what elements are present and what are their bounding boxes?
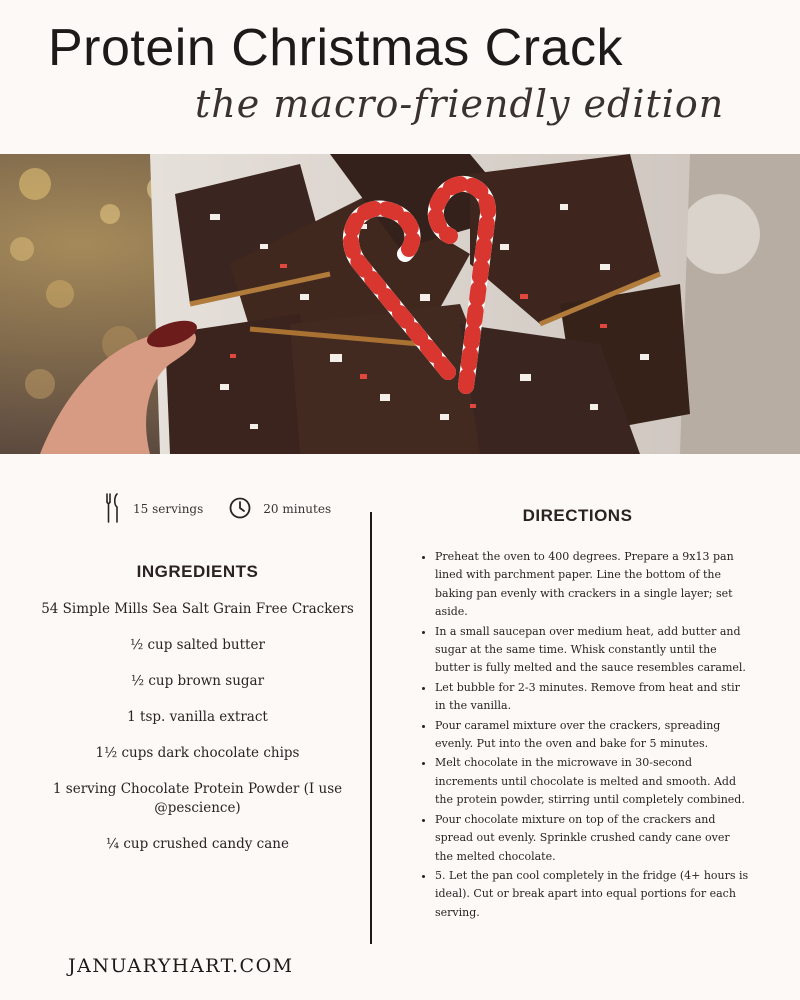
recipe-photo: [0, 154, 800, 454]
direction-step: • Let bubble for 2-3 minutes. Remove from heat and stir in the vanilla.: [435, 679, 750, 716]
website-url: JANUARYHART.COM: [68, 955, 294, 977]
ingredient-item: ½ cup brown sugar: [130, 673, 265, 689]
directions-heading: DIRECTIONS: [522, 506, 633, 525]
recipe-subtitle: the macro-friendly edition: [195, 82, 725, 126]
clock-icon: [229, 497, 251, 522]
ingredients-list: [30, 600, 365, 854]
direction-step: • Pour chocolate mixture on top of the crackers and spread out evenly. Sprinkle crushed candy cane over the melted chocolate.: [435, 811, 750, 866]
column-divider: [370, 512, 372, 944]
directions-section: [405, 506, 750, 923]
ingredients-section: [30, 562, 365, 871]
servings-text: 15 servings: [133, 502, 204, 516]
ingredient-item: ½ cup salted butter: [130, 637, 265, 653]
servings-info: [105, 493, 203, 526]
direction-step: • In a small saucepan over medium heat, add butter and sugar at the same time. Whisk constantly until the butter is fully melted and the sauce resembles caramel.: [435, 623, 750, 678]
recipe-meta: [105, 492, 331, 526]
time-info: [229, 497, 331, 522]
ingredient-item: 1 tsp. vanilla extract: [127, 709, 268, 725]
ingredient-item: ¼ cup crushed candy cane: [106, 836, 289, 852]
ingredient-item: 1½ cups dark chocolate chips: [95, 745, 300, 761]
recipe-title: Protein Christmas Crack: [48, 19, 623, 77]
time-text: 20 minutes: [263, 502, 332, 516]
ingredient-item: 1 serving Chocolate Protein Powder (I use @pescience): [52, 781, 343, 816]
fork-knife-icon: [105, 493, 121, 526]
ingredients-heading: INGREDIENTS: [136, 562, 259, 581]
directions-list: [405, 548, 750, 922]
direction-step: • 5. Let the pan cool completely in the fridge (4+ hours is ideal). Cut or break apart into equal portions for each serving.: [435, 867, 750, 922]
direction-step: • Preheat the oven to 400 degrees. Prepare a 9x13 pan lined with parchment paper. Line the bottom of the baking pan evenly with crackers in a single layer; set aside.: [435, 548, 750, 622]
direction-step: • Melt chocolate in the microwave in 30-second increments until chocolate is melted and smooth. Add the protein powder, stirring until completely combined.: [435, 754, 750, 809]
ingredient-item: 54 Simple Mills Sea Salt Grain Free Crackers: [41, 601, 354, 617]
direction-step: • Pour caramel mixture over the crackers, spreading evenly. Put into the oven and bake for 5 minutes.: [435, 717, 750, 754]
